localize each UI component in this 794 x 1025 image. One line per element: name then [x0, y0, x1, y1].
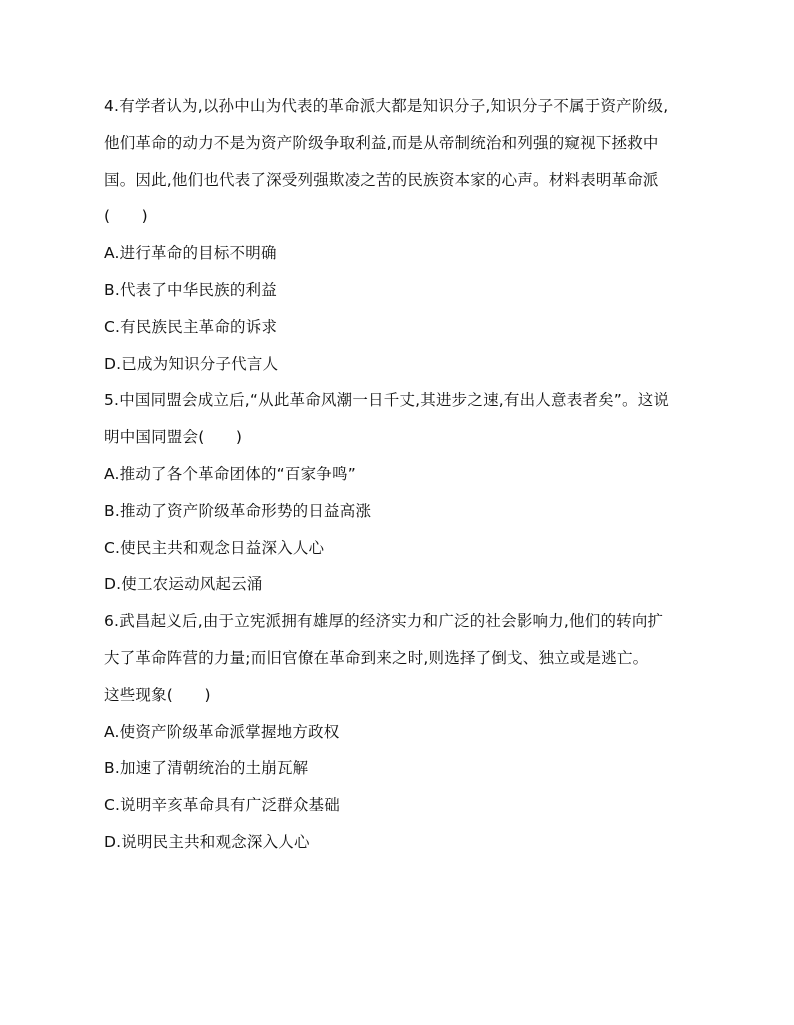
option-c: C.有民族民主革命的诉求 [104, 317, 278, 336]
stem-line: 大了革命阵营的力量;而旧官僚在革命到来之时,则选择了倒戈、独立或是逃亡。 [104, 648, 649, 667]
question-4 [104, 88, 694, 382]
option-d: D.已成为知识分子代言人 [104, 354, 279, 373]
question-5 [104, 382, 694, 603]
stem-line: 这些现象( ) [104, 685, 211, 704]
option-b: B.代表了中华民族的利益 [104, 280, 277, 299]
question-stem [104, 382, 694, 456]
stem-line: 国。因此,他们也代表了深受列强欺凌之苦的民族资本家的心声。材料表明革命派 [104, 170, 659, 189]
question-stem [104, 88, 694, 235]
stem-line: 他们革命的动力不是为资产阶级争取利益,而是从帝制统治和列强的窥视下拯救中 [104, 133, 659, 152]
answer-bracket: ( ) [104, 207, 148, 226]
option-a: A.进行革命的目标不明确 [104, 244, 277, 263]
stem-line: 6.武昌起义后,由于立宪派拥有雄厚的经济实力和广泛的社会影响力,他们的转向扩 [104, 612, 664, 631]
question-content [104, 88, 694, 861]
option-d: D.说明民主共和观念深入人心 [104, 832, 310, 851]
stem-line: 明中国同盟会( ) [104, 428, 243, 447]
option-a: A.推动了各个革命团体的“百家争鸣” [104, 464, 356, 483]
option-c: C.使民主共和观念日益深入人心 [104, 538, 325, 557]
option-a: A.使资产阶级革命派掌握地方政权 [104, 722, 340, 741]
option-c: C.说明辛亥革命具有广泛群众基础 [104, 796, 340, 815]
option-d: D.使工农运动风起云涌 [104, 575, 263, 594]
stem-line: 5.中国同盟会成立后,“从此革命风潮一日千丈,其进步之速,有出人意表者矣”。这说 [104, 391, 670, 410]
question-stem [104, 603, 694, 713]
option-b: B.推动了资产阶级革命形势的日益高涨 [104, 501, 372, 520]
question-6 [104, 603, 694, 861]
option-b: B.加速了清朝统治的土崩瓦解 [104, 759, 309, 778]
stem-line: 4.有学者认为,以孙中山为代表的革命派大都是知识分子,知识分子不属于资产阶级, [104, 97, 669, 115]
